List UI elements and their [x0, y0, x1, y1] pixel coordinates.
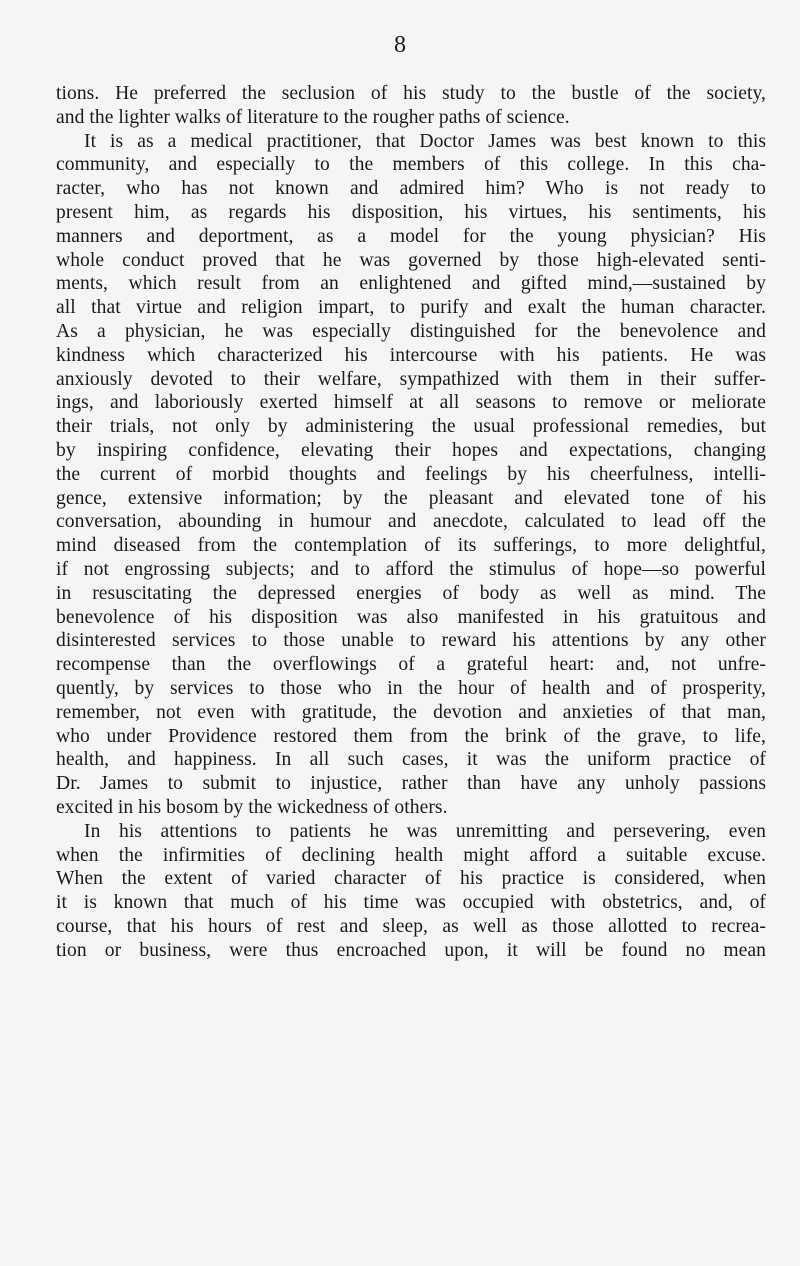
- text-line: When the extent of varied character of his practice is considered, when: [56, 868, 766, 890]
- text-line: tion or business, were thus encroached upon, it will be found no mean: [56, 939, 766, 961]
- text-line: present him, as regards his disposition, his virtues, his sentiments, his: [56, 201, 766, 223]
- text-line: benevolence of his disposition was also manifested in his gratuitous and: [56, 606, 766, 628]
- text-line: who under Providence restored them from the brink of the grave, to life,: [56, 725, 766, 747]
- text-line: excited in his bosom by the wickedness of others.: [56, 796, 448, 818]
- text-line: community, and especially to the members of this college. In this cha-: [56, 154, 766, 176]
- text-line: and the lighter walks of literature to the rougher paths of science.: [56, 106, 570, 128]
- body-text: [56, 82, 766, 962]
- text-line: ments, which result from an enlightened and gifted mind,—sustained by: [56, 273, 766, 295]
- text-line: remember, not even with gratitude, the devotion and anxieties of that man,: [56, 701, 766, 723]
- text-line: the current of morbid thoughts and feelings by his cheerfulness, intelli-: [56, 463, 766, 485]
- text-line: whole conduct proved that he was governed by those high-elevated senti-: [56, 249, 766, 271]
- text-line: kindness which characterized his intercourse with his patients. He was: [56, 344, 766, 366]
- text-line: anxiously devoted to their welfare, sympathized with them in their suffer-: [56, 368, 766, 390]
- text-line: course, that his hours of rest and sleep, as well as those allotted to recrea-: [56, 915, 766, 937]
- text-line: manners and deportment, as a model for the young physician? His: [56, 225, 766, 247]
- text-line: Dr. James to submit to injustice, rather than have any unholy passions: [56, 773, 766, 795]
- text-line: all that virtue and religion impart, to purify and exalt the human character.: [56, 297, 766, 319]
- text-line: mind diseased from the contemplation of its sufferings, to more delightful,: [56, 535, 766, 557]
- text-line: when the infirmities of declining health might afford a suitable excuse.: [56, 844, 766, 866]
- text-line: quently, by services to those who in the hour of health and of prosperity,: [56, 677, 766, 699]
- text-line: In his attentions to patients he was unremitting and persevering, even: [84, 820, 766, 842]
- text-line: health, and happiness. In all such cases, it was the uniform practice of: [56, 749, 766, 771]
- text-line: by inspiring confidence, elevating their hopes and expectations, changing: [56, 439, 766, 461]
- text-line: if not engrossing subjects; and to afford the stimulus of hope—so powerful: [56, 558, 766, 580]
- text-line: conversation, abounding in humour and anecdote, calculated to lead off the: [56, 511, 766, 533]
- text-line: racter, who has not known and admired him? Who is not ready to: [56, 178, 766, 200]
- text-line: tions. He preferred the seclusion of his study to the bustle of the society,: [56, 83, 766, 104]
- text-line: As a physician, he was especially distinguished for the benevolence and: [56, 320, 766, 342]
- text-line: their trials, not only by administering the usual professional remedies, but: [56, 416, 766, 438]
- text-line: it is known that much of his time was occupied with obstetrics, and, of: [56, 892, 766, 914]
- text-line: gence, extensive information; by the pleasant and elevated tone of his: [56, 487, 766, 509]
- page-number: 8: [394, 32, 406, 58]
- text-line: recompense than the overflowings of a grateful heart: and, not unfre-: [56, 654, 766, 676]
- text-line: disinterested services to those unable to reward his attentions by any other: [56, 630, 766, 652]
- text-line: ings, and laboriously exerted himself at all seasons to remove or meliorate: [56, 392, 766, 414]
- text-line: It is as a medical practitioner, that Doctor James was best known to this: [84, 130, 766, 152]
- text-line: in resuscitating the depressed energies of body as well as mind. The: [56, 582, 766, 604]
